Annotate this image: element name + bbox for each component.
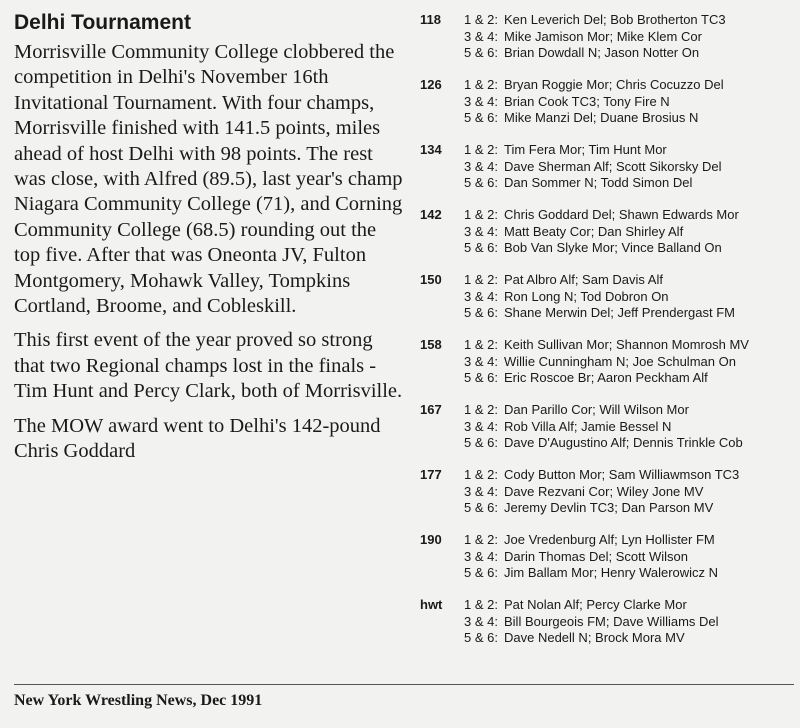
placement-row (420, 142, 796, 159)
placement-label: 3 & 4: (464, 613, 498, 629)
wrestler-names: Shane Merwin Del; Jeff Prendergast FM (504, 305, 735, 320)
weight-class-group (420, 467, 796, 517)
placement-label: 3 & 4: (464, 418, 498, 434)
publication-credit: New York Wrestling News, Dec 1991 (14, 692, 263, 709)
placement-label: 5 & 6: (464, 175, 498, 190)
placement-row (420, 354, 796, 371)
placement-row (420, 597, 796, 614)
placement-row (420, 240, 796, 257)
article-column (14, 10, 404, 474)
weight-class-label: 142 (420, 207, 442, 222)
weight-class-label: 134 (420, 142, 442, 157)
placement-row (420, 337, 796, 354)
weight-class-group (420, 77, 796, 127)
wrestler-names: Ron Long N; Tod Dobron On (504, 288, 669, 304)
placement-row (420, 45, 796, 62)
wrestler-names: Dave Rezvani Cor; Wiley Jone MV (504, 483, 704, 499)
placement-row (420, 467, 796, 484)
wrestler-names: Dan Sommer N; Todd Simon Del (504, 175, 693, 190)
placement-label: 3 & 4: (464, 93, 498, 109)
wrestler-names: Keith Sullivan Mor; Shannon Momrosh MV (504, 337, 749, 352)
weight-class-label: 167 (420, 402, 442, 417)
wrestler-names: Mike Manzi Del; Duane Brosius N (504, 110, 699, 125)
placement-label: 1 & 2: (464, 532, 498, 547)
article-headline: Delhi Tournament (14, 11, 191, 34)
weight-class-label: 150 (420, 272, 442, 287)
placement-row (420, 500, 796, 517)
wrestler-names: Bob Van Slyke Mor; Vince Balland On (504, 240, 722, 255)
placement-row (420, 402, 796, 419)
placement-label: 5 & 6: (464, 370, 498, 385)
wrestler-names: Tim Fera Mor; Tim Hunt Mor (504, 142, 667, 157)
placement-label: 5 & 6: (464, 630, 498, 645)
weight-class-group (420, 402, 796, 452)
placement-row (420, 484, 796, 501)
weight-class-group (420, 532, 796, 582)
placement-row (420, 435, 796, 452)
placement-row (420, 12, 796, 29)
article-paragraph: This first event of the year proved so strong that two Regional champs lost in the finals - Tim Hunt and Percy Clark, both of Morrisville. (14, 329, 403, 403)
placement-row (420, 289, 796, 306)
placement-label: 3 & 4: (464, 288, 498, 304)
wrestler-names: Willie Cunningham N; Joe Schulman On (504, 353, 736, 369)
article-paragraph: Morrisville Community College clobbered the competition in Delhi's November 16th Invitational Tournament. With four champs, Morrisville finished with 141.5 points, miles ahead of host Delhi with 98 points. The rest was close, with Alfred (89.5), last year's champ Niagara Community College (71), and Corning Community College (68.5) rounding out the top five. After that was Oneonta JV, Fulton Montgomery, Mohawk Valley, Tompkins Cortland, Broome, and Cobleskill. (14, 41, 403, 318)
placement-label: 1 & 2: (464, 402, 498, 417)
wrestler-names: Matt Beaty Cor; Dan Shirley Alf (504, 223, 684, 239)
wrestler-names: Dave Nedell N; Brock Mora MV (504, 630, 685, 645)
wrestler-names: Darin Thomas Del; Scott Wilson (504, 548, 688, 564)
weight-class-label: 190 (420, 532, 442, 547)
placement-row (420, 532, 796, 549)
placement-label: 5 & 6: (464, 110, 498, 125)
placement-label: 1 & 2: (464, 207, 498, 222)
weight-class-label: 158 (420, 337, 442, 352)
placement-row (420, 224, 796, 241)
wrestler-names: Pat Albro Alf; Sam Davis Alf (504, 272, 663, 287)
placement-label: 5 & 6: (464, 240, 498, 255)
wrestler-names: Dave D'Augustino Alf; Dennis Trinkle Cob (504, 435, 743, 450)
weight-class-group (420, 597, 796, 647)
wrestler-names: Chris Goddard Del; Shawn Edwards Mor (504, 207, 739, 222)
weight-class-label: hwt (420, 597, 443, 612)
placement-label: 3 & 4: (464, 223, 498, 239)
placement-label: 5 & 6: (464, 45, 498, 60)
placement-label: 3 & 4: (464, 483, 498, 499)
weight-class-label: 118 (420, 12, 441, 27)
weight-class-group (420, 12, 796, 62)
wrestler-names: Jeremy Devlin TC3; Dan Parson MV (504, 500, 714, 515)
placement-label: 3 & 4: (464, 28, 498, 44)
footer-divider (14, 684, 794, 685)
wrestler-names: Cody Button Mor; Sam Williawmson TC3 (504, 467, 740, 482)
weight-class-group (420, 142, 796, 192)
placement-label: 1 & 2: (464, 337, 498, 352)
placement-label: 1 & 2: (464, 272, 498, 287)
weight-class-group (420, 337, 796, 387)
placement-label: 1 & 2: (464, 77, 498, 92)
placement-label: 5 & 6: (464, 435, 498, 450)
placement-row (420, 419, 796, 436)
placement-row (420, 110, 796, 127)
placement-label: 1 & 2: (464, 12, 498, 27)
wrestler-names: Pat Nolan Alf; Percy Clarke Mor (504, 597, 687, 612)
weight-class-label: 126 (420, 77, 442, 92)
wrestler-names: Bill Bourgeois FM; Dave Williams Del (504, 613, 719, 629)
wrestler-names: Eric Roscoe Br; Aaron Peckham Alf (504, 370, 708, 385)
placement-row (420, 94, 796, 111)
wrestler-names: Dave Sherman Alf; Scott Sikorsky Del (504, 158, 722, 174)
weight-class-group (420, 272, 796, 322)
placement-row (420, 272, 796, 289)
placement-label: 5 & 6: (464, 565, 498, 580)
weight-class-label: 177 (420, 467, 442, 482)
wrestler-names: Bryan Roggie Mor; Chris Cocuzzo Del (504, 77, 724, 92)
placement-row (420, 614, 796, 631)
placement-label: 1 & 2: (464, 467, 498, 482)
placement-row (420, 370, 796, 387)
wrestler-names: Mike Jamison Mor; Mike Klem Cor (504, 28, 702, 44)
wrestler-names: Brian Dowdall N; Jason Notter On (504, 45, 700, 60)
placement-row (420, 207, 796, 224)
placement-row (420, 175, 796, 192)
wrestler-names: Joe Vredenburg Alf; Lyn Hollister FM (504, 532, 715, 547)
results-column (420, 12, 796, 662)
placement-row (420, 159, 796, 176)
placement-label: 3 & 4: (464, 548, 498, 564)
article-paragraph: The MOW award went to Delhi's 142-pound Chris Goddard (14, 414, 381, 463)
placement-label: 5 & 6: (464, 500, 498, 515)
wrestler-names: Jim Ballam Mor; Henry Walerowicz N (504, 565, 719, 580)
placement-row (420, 565, 796, 582)
weight-class-group (420, 207, 796, 257)
wrestler-names: Brian Cook TC3; Tony Fire N (504, 93, 670, 109)
placement-row (420, 77, 796, 94)
wrestler-names: Rob Villa Alf; Jamie Bessel N (504, 418, 672, 434)
placement-label: 1 & 2: (464, 597, 498, 612)
placement-label: 3 & 4: (464, 353, 498, 369)
placement-label: 3 & 4: (464, 158, 498, 174)
placement-label: 5 & 6: (464, 305, 498, 320)
placement-row (420, 29, 796, 46)
wrestler-names: Dan Parillo Cor; Will Wilson Mor (504, 402, 689, 417)
placement-row (420, 549, 796, 566)
placement-row (420, 305, 796, 322)
placement-row (420, 630, 796, 647)
placement-label: 1 & 2: (464, 142, 498, 157)
wrestler-names: Ken Leverich Del; Bob Brotherton TC3 (504, 12, 726, 27)
